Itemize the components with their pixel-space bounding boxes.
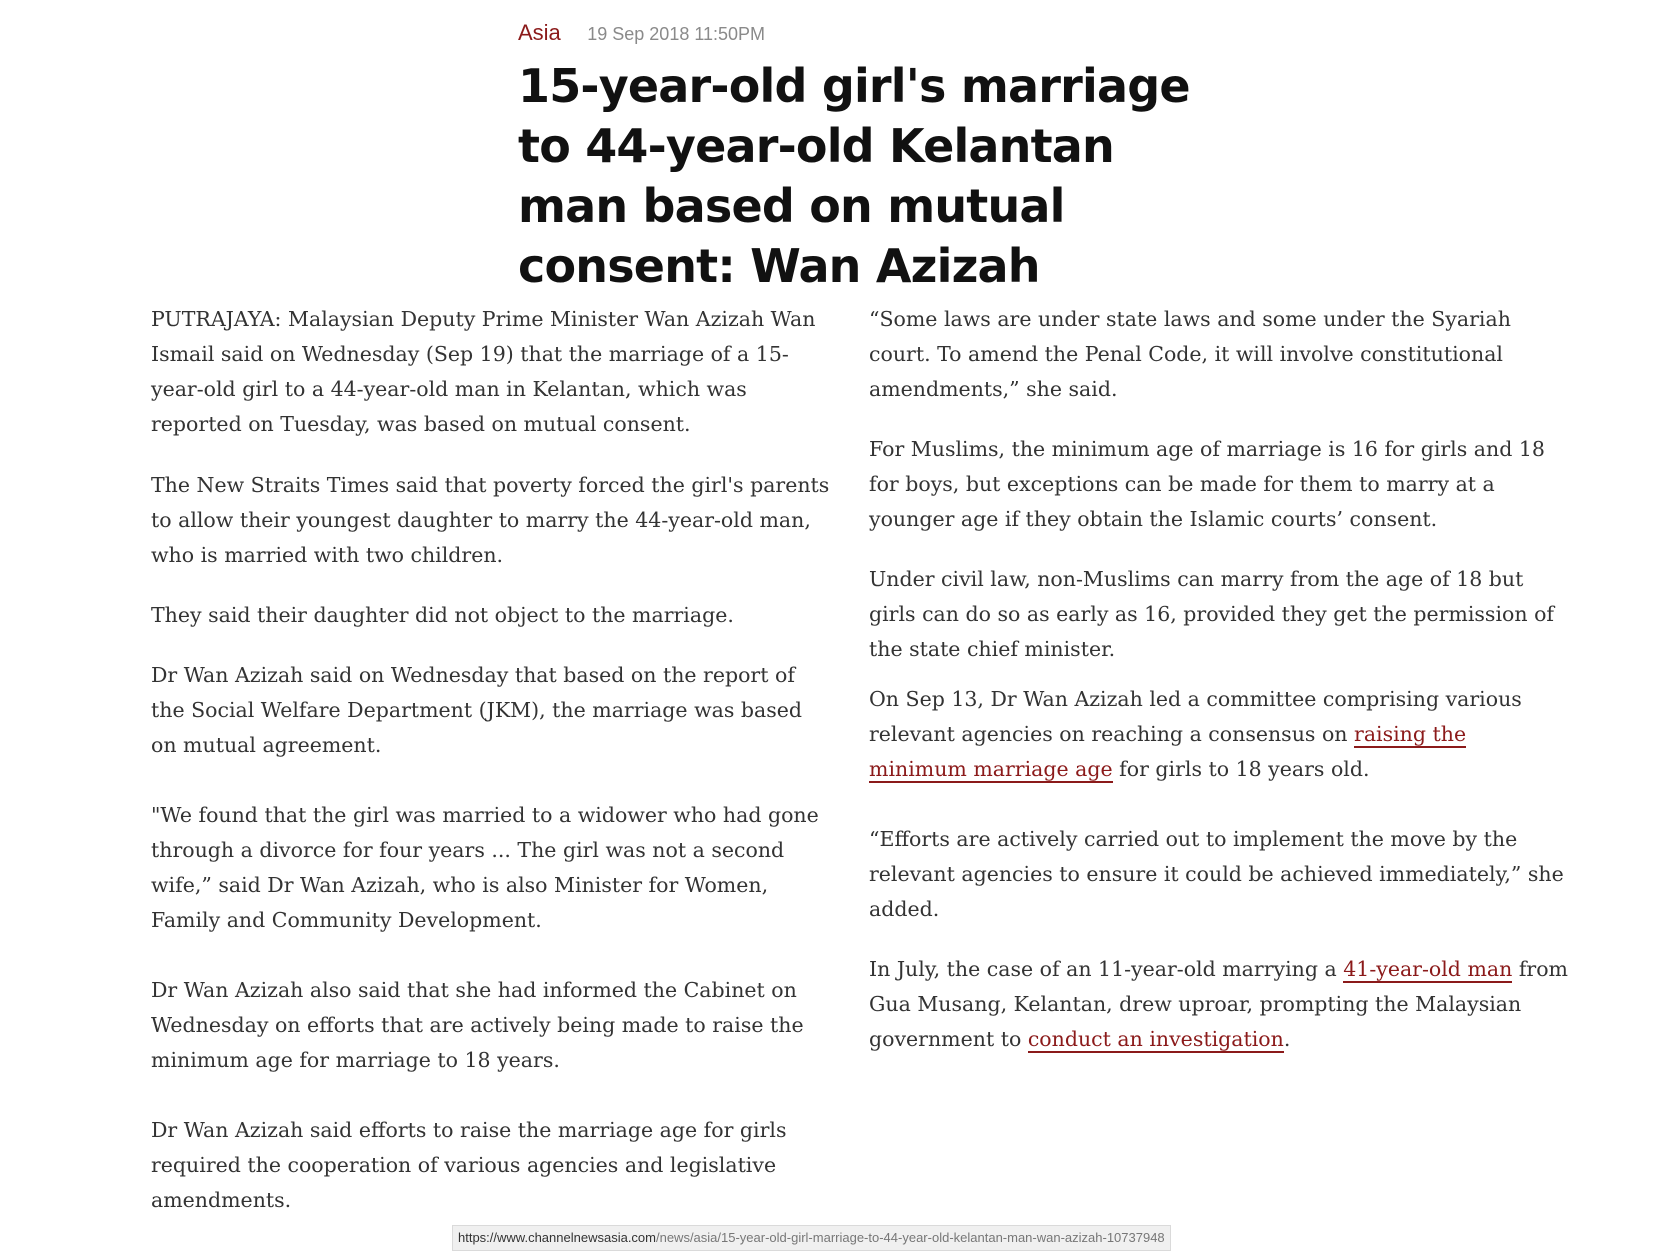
paragraph-text: . [1283,1027,1291,1051]
article-body-left-column [151,302,831,1218]
article-headline: 15-year-old girl's marriage to 44-year-old Kelantan man based on mutual consent: Wan Azizah [518,59,1190,293]
url-path: /news/asia/15-year-old-girl-marriage-to-44-year-old-kelantan-man-wan-azizah-10737948 [655,1230,1165,1245]
body-paragraph: Dr Wan Azizah said efforts to raise the marriage age for girls required the cooperation of various agencies and legislative amendments. [151,1118,787,1212]
body-paragraph: PUTRAJAYA: Malaysian Deputy Prime Minister Wan Azizah Wan Ismail said on Wednesday (Sep 19) that the marriage of a 15-year-old girl to a 44-year-old man in Kelantan, which was reported on Tuesday, was based on mutual consent. [151,307,816,436]
url-host: https://www.channelnewsasia.com [458,1230,656,1245]
body-paragraph [869,952,1569,1057]
body-paragraph: Dr Wan Azizah also said that she had informed the Cabinet on Wednesday on efforts that are actively being made to raise the minimum age for marriage to 18 years. [151,978,804,1072]
raising-marriage-age-link[interactable]: raising the minimum marriage age [869,722,1467,781]
category-link[interactable]: Asia [518,20,561,45]
body-paragraph: Dr Wan Azizah said on Wednesday that based on the report of the Social Welfare Department (JKM), the marriage was based on mutual agreement. [151,663,803,757]
paragraph-text: from Gua Musang, Kelantan, drew uproar, prompting the Malaysian government to [869,957,1568,1051]
body-paragraph: They said their daughter did not object to the marriage. [151,603,734,627]
body-paragraph: “Some laws are under state laws and some under the Syariah court. To amend the Penal Code, it will involve constitutional amendments,” she said. [869,307,1511,401]
body-paragraph: Under civil law, non-Muslims can marry from the age of 18 but girls can do so as early as 16, provided they get the permission of the state chief minister. [869,567,1554,661]
publish-date: 19 Sep 2018 11:50PM [587,24,766,44]
conduct-investigation-link[interactable]: conduct an investigation [1027,1027,1284,1051]
status-bar-url [452,1225,1171,1251]
body-paragraph [869,682,1569,787]
body-paragraph: The New Straits Times said that poverty forced the girl's parents to allow their youngest daughter to marry the 44-year-old man, who is married with two children. [151,473,830,567]
article-body-right-column [869,302,1569,1057]
body-paragraph: "We found that the girl was married to a widower who had gone through a divorce for four years ... The girl was not a second wife,” said Dr Wan Azizah, who is also Minister for Women, Family and Community Development. [151,803,819,932]
body-paragraph: “Efforts are actively carried out to implement the move by the relevant agencies to ensure it could be achieved immediately,” she added. [869,827,1564,921]
article-meta [518,20,765,46]
paragraph-text: In July, the case of an 11-year-old marrying a [869,957,1344,981]
body-paragraph: For Muslims, the minimum age of marriage is 16 for girls and 18 for boys, but exceptions can be made for them to marry at a younger age if they obtain the Islamic courts’ consent. [869,437,1545,531]
paragraph-text: On Sep 13, Dr Wan Azizah led a committee comprising various relevant agencies on reaching a consensus on [869,687,1522,746]
41-year-old-man-link[interactable]: 41-year-old man [1343,957,1513,981]
paragraph-text: for girls to 18 years old. [1112,757,1370,781]
